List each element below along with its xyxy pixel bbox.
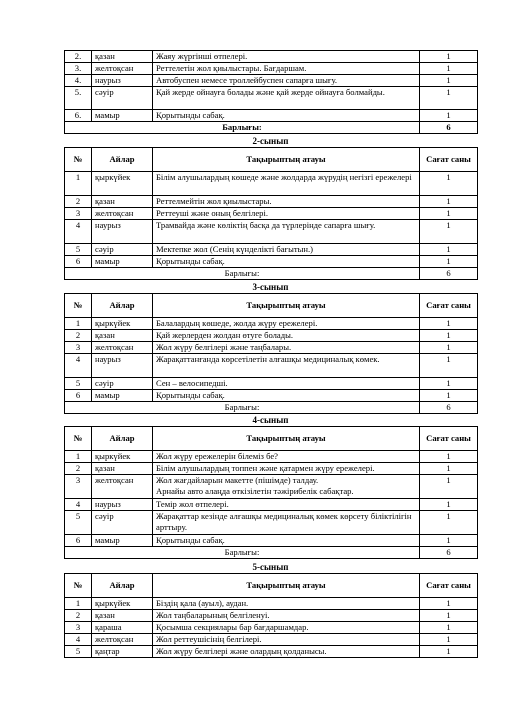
row-hours: 1 [420, 463, 478, 475]
header-number: № [65, 148, 92, 172]
row-hours: 1 [420, 330, 478, 342]
row-topic: Білім алушылардың көшеде және жолдарда жүрудің негізгі ережелері [153, 172, 420, 196]
row-topic: Автобуспен немесе троллейбуспен сапарға шығу. [153, 75, 420, 87]
row-number: 5. [65, 87, 92, 110]
table-row [65, 256, 478, 268]
row-topic: Жарақаттар кезінде алғашқы медициналық көмек көрсету біліктілігін арттыру. [153, 511, 420, 535]
header-topic: Тақырыптың атауы [153, 427, 420, 451]
row-number: 6. [65, 110, 92, 122]
table-row [65, 51, 478, 63]
table-row [65, 535, 478, 547]
row-month: желтоқсан [92, 63, 153, 75]
row-number: 5 [65, 378, 92, 390]
row-hours: 1 [420, 244, 478, 256]
table-row [65, 451, 478, 463]
table-row [65, 244, 478, 256]
table-row [65, 75, 478, 87]
row-topic: Реттелетін жол қиылыстары. Бағдаршам. [153, 63, 420, 75]
table-grade5 [64, 573, 478, 658]
row-number: 4 [65, 354, 92, 378]
row-hours: 1 [420, 475, 478, 499]
row-month: сәуір [92, 378, 153, 390]
row-month: мамыр [92, 256, 153, 268]
row-topic: Жол реттеушісінің белгілері. [153, 634, 420, 646]
header-month: Айлар [92, 294, 153, 318]
row-number: 4 [65, 220, 92, 244]
table-grade3 [64, 293, 478, 414]
row-topic: Білім алушылардың топпен және қатармен жүру ережелері. [153, 463, 420, 475]
row-month: наурыз [92, 354, 153, 378]
row-number: 3. [65, 63, 92, 75]
row-number: 3 [65, 475, 92, 499]
row-number: 1 [65, 318, 92, 330]
row-month: қыркүйек [92, 598, 153, 610]
row-month: мамыр [92, 390, 153, 402]
total-label: Барлығы: [65, 268, 420, 280]
row-month: мамыр [92, 110, 153, 122]
header-hours: Сағат саны [420, 574, 478, 598]
table-row [65, 463, 478, 475]
total-row [65, 268, 478, 280]
row-month: желтоқсан [92, 208, 153, 220]
row-month: қазан [92, 610, 153, 622]
table-row [65, 342, 478, 354]
row-number: 3 [65, 622, 92, 634]
row-hours: 1 [420, 63, 478, 75]
row-topic: Қосымша секциялары бар бағдаршамдар. [153, 622, 420, 634]
total-label: Барлығы: [65, 402, 420, 414]
row-topic: Жол жүру белгілері және таңбалары. [153, 342, 420, 354]
row-topic: Қорытынды сабақ. [153, 390, 420, 402]
total-value: 6 [420, 402, 478, 414]
row-hours: 1 [420, 610, 478, 622]
row-topic: Балалардың көшеде, жолда жүру ережелері. [153, 318, 420, 330]
table-row [65, 622, 478, 634]
total-label: Барлығы: [65, 122, 420, 134]
total-row [65, 122, 478, 134]
table-row [65, 610, 478, 622]
row-hours: 1 [420, 208, 478, 220]
table-row [65, 172, 478, 196]
total-row [65, 402, 478, 414]
row-month: наурыз [92, 220, 153, 244]
row-number: 6 [65, 535, 92, 547]
section-title-grade2: 2-сынып [252, 136, 289, 146]
row-number: 1 [65, 451, 92, 463]
row-hours: 1 [420, 75, 478, 87]
row-topic [153, 475, 420, 499]
header-topic: Тақырыптың атауы [153, 148, 420, 172]
row-month: қазан [92, 51, 153, 63]
row-month: наурыз [92, 75, 153, 87]
table-row [65, 208, 478, 220]
row-topic: Сен – велосипедші. [153, 378, 420, 390]
row-hours: 1 [420, 342, 478, 354]
row-number: 4 [65, 634, 92, 646]
row-number: 6 [65, 256, 92, 268]
row-topic: Қорытынды сабақ. [153, 535, 420, 547]
header-topic: Тақырыптың атауы [153, 294, 420, 318]
row-hours: 1 [420, 354, 478, 378]
row-hours: 1 [420, 390, 478, 402]
row-hours: 1 [420, 511, 478, 535]
header-topic: Тақырыптың атауы [153, 574, 420, 598]
row-number: 3 [65, 342, 92, 354]
table-row [65, 511, 478, 535]
row-month: қыркүйек [92, 318, 153, 330]
row-hours: 1 [420, 318, 478, 330]
section-title-grade3: 3-сынып [252, 282, 289, 292]
section-title-grade5: 5-сынып [252, 562, 289, 572]
table-row [65, 646, 478, 658]
row-month: наурыз [92, 499, 153, 511]
row-hours: 1 [420, 451, 478, 463]
row-hours: 1 [420, 646, 478, 658]
total-row [65, 547, 478, 559]
row-number: 6 [65, 390, 92, 402]
row-month: қазан [92, 196, 153, 208]
header-month: Айлар [92, 427, 153, 451]
row-month: мамыр [92, 535, 153, 547]
row-hours: 1 [420, 378, 478, 390]
table-row [65, 354, 478, 378]
row-number: 2 [65, 196, 92, 208]
table-row [65, 87, 478, 110]
row-hours: 1 [420, 499, 478, 511]
row-topic: Темір жол өтпелері. [153, 499, 420, 511]
row-month: қазан [92, 330, 153, 342]
row-month: сәуір [92, 244, 153, 256]
table-row [65, 63, 478, 75]
row-month: желтоқсан [92, 475, 153, 499]
header-hours: Сағат саны [420, 294, 478, 318]
row-hours: 1 [420, 87, 478, 110]
row-topic: Жарақаттанғанда көрсетілетін алғашқы медициналық көмек. [153, 354, 420, 378]
row-hours: 1 [420, 172, 478, 196]
row-topic: Біздің қала (ауыл), аудан. [153, 598, 420, 610]
row-number: 5 [65, 511, 92, 535]
row-hours: 1 [420, 598, 478, 610]
row-topic: Қорытынды сабақ. [153, 256, 420, 268]
row-topic: Реттелмейтін жол қиылыстары. [153, 196, 420, 208]
row-topic: Мектепке жол (Сенің күнделікті бағытын.) [153, 244, 420, 256]
row-month: сәуір [92, 511, 153, 535]
total-value: 6 [420, 547, 478, 559]
row-topic-line: Жол жағдайларын макетте (пішімде) талдау. [156, 475, 319, 485]
row-number: 2 [65, 330, 92, 342]
table-row [65, 390, 478, 402]
row-hours: 1 [420, 622, 478, 634]
row-number: 4 [65, 499, 92, 511]
header-month: Айлар [92, 574, 153, 598]
total-value: 6 [420, 268, 478, 280]
table-grade2 [64, 147, 478, 280]
table-row [65, 110, 478, 122]
row-number: 1 [65, 172, 92, 196]
row-hours: 1 [420, 535, 478, 547]
row-topic: Жол жүру ережелерін білеміз бе? [153, 451, 420, 463]
header-month: Айлар [92, 148, 153, 172]
table-row [65, 378, 478, 390]
table-row [65, 318, 478, 330]
row-topic: Қорытынды сабақ. [153, 110, 420, 122]
header-number: № [65, 427, 92, 451]
table-header-row [65, 294, 478, 318]
row-topic: Жол таңбаларының белгіленуі. [153, 610, 420, 622]
row-hours: 1 [420, 51, 478, 63]
row-month: желтоқсан [92, 342, 153, 354]
row-hours: 1 [420, 256, 478, 268]
table-row [65, 220, 478, 244]
section-title-grade4: 4-сынып [252, 415, 289, 425]
table-header-row [65, 574, 478, 598]
row-month: қазан [92, 463, 153, 475]
row-month: желтоқсан [92, 634, 153, 646]
row-number: 3 [65, 208, 92, 220]
row-month: сәуір [92, 87, 153, 110]
table-header-row [65, 427, 478, 451]
row-number: 2 [65, 610, 92, 622]
row-month: қыркүйек [92, 172, 153, 196]
header-number: № [65, 294, 92, 318]
table-row [65, 196, 478, 208]
row-topic-line: Арнайы авто алаңда өткізілетін тәжірибелік сабақтар. [156, 485, 354, 496]
row-topic: Трамвайда және көліктің басқа да түрлерінде сапарға шығу. [153, 220, 420, 244]
row-number: 5 [65, 646, 92, 658]
table-row [65, 475, 478, 499]
row-number: 2. [65, 51, 92, 63]
header-hours: Сағат саны [420, 148, 478, 172]
table-row [65, 499, 478, 511]
row-topic: Қай жерде ойнауға болады және қай жерде ойнауға болмайды. [153, 87, 420, 110]
row-hours: 1 [420, 196, 478, 208]
header-number: № [65, 574, 92, 598]
table-header-row [65, 148, 478, 172]
row-topic: Реттеуші және оның белгілері. [153, 208, 420, 220]
table-grade1-continuation [64, 50, 478, 134]
row-number: 2 [65, 463, 92, 475]
row-month: қараша [92, 622, 153, 634]
row-topic: Қай жерлерден жолдан өтуге болады. [153, 330, 420, 342]
table-row [65, 598, 478, 610]
row-topic: Жол жүру белгілері және олардың қолданысы. [153, 646, 420, 658]
total-label: Барлығы: [65, 547, 420, 559]
row-hours: 1 [420, 220, 478, 244]
row-topic: Жаяу жүргінші өтпелері. [153, 51, 420, 63]
table-grade4 [64, 426, 478, 559]
row-hours: 1 [420, 634, 478, 646]
row-number: 1 [65, 598, 92, 610]
row-month: қыркүйек [92, 451, 153, 463]
total-value: 6 [420, 122, 478, 134]
table-row [65, 634, 478, 646]
row-number: 5 [65, 244, 92, 256]
row-month: қаңтар [92, 646, 153, 658]
row-number: 4. [65, 75, 92, 87]
row-hours: 1 [420, 110, 478, 122]
table-row [65, 330, 478, 342]
header-hours: Сағат саны [420, 427, 478, 451]
